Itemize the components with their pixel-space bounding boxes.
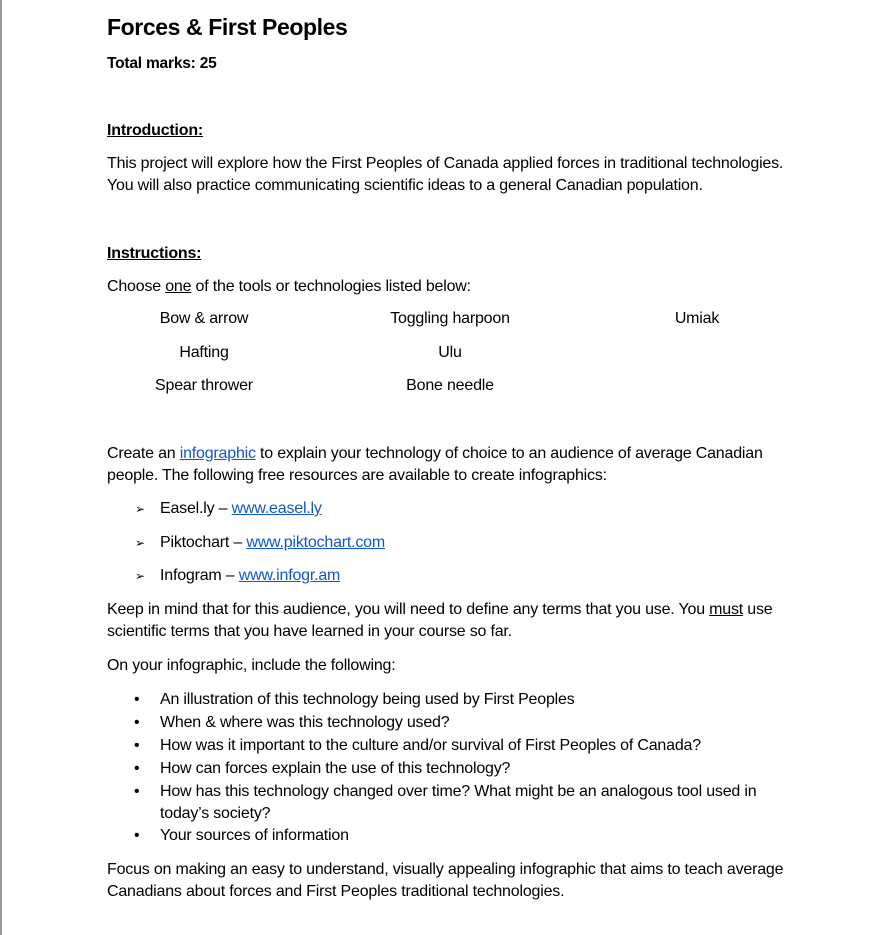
bullet-icon: • [134, 714, 140, 731]
bullet-icon: • [134, 827, 140, 844]
bullet-icon: • [134, 783, 140, 800]
list-item-text: An illustration of this technology being used by First Peoples [160, 691, 575, 708]
choose-emphasis: one [165, 278, 192, 295]
infographic-link[interactable]: infographic [179, 445, 256, 462]
arrow-bullet-icon: ➢ [135, 569, 145, 583]
bullet-icon: • [134, 737, 140, 754]
choose-instruction [107, 276, 807, 298]
tool-hafting: Hafting [179, 344, 229, 361]
introduction-text: This project will explore how the First Peoples of Canada applied forces in traditional technologies. You will also practice communicating scientific ideas to a general Canadian population. [107, 155, 784, 194]
keep-prefix: Keep in mind that for this audience, you will need to define any terms that you use. You [107, 601, 710, 618]
list-item-text: When & where was this technology used? [160, 714, 450, 731]
resource-name: Piktochart – [160, 534, 247, 551]
keep-emphasis: must [709, 601, 744, 618]
infogram-link[interactable]: www.infogr.am [238, 567, 341, 584]
tool-umiak: Umiak [674, 310, 720, 327]
list-item-text: How can forces explain the use of this technology? [160, 760, 511, 777]
bullet-icon: • [134, 691, 140, 708]
introduction-heading: Introduction: [107, 122, 204, 139]
include-intro: On your infographic, include the following: [107, 657, 396, 674]
resource-name: Easel.ly – [160, 500, 232, 517]
instructions-heading: Instructions: [107, 245, 202, 262]
page-title: Forces & First Peoples [107, 14, 348, 40]
choose-suffix: of the tools or technologies listed below: [191, 278, 471, 295]
tool-bow-arrow: Bow & arrow [159, 310, 249, 327]
resource-name: Infogram – [160, 567, 239, 584]
create-suffix: to explain your technology of choice to an audience of average Canadian people. The following free resources are available to create infographics: [107, 445, 763, 484]
tool-spear-thrower: Spear thrower [155, 377, 253, 394]
create-instruction [107, 443, 807, 487]
list-item-text: How has this technology changed over time? What might be an analogous tool used in today’s society? [160, 783, 757, 822]
choose-prefix: Choose [107, 278, 166, 295]
create-prefix: Create an [107, 445, 180, 462]
keep-in-mind-text [107, 599, 807, 643]
list-item-text: Your sources of information [160, 827, 349, 844]
arrow-bullet-icon: ➢ [135, 502, 145, 516]
bullet-icon: • [134, 760, 140, 777]
keep-suffix: use scientific terms that you have learned in your course so far. [107, 601, 773, 640]
focus-text: Focus on making an easy to understand, visually appealing infographic that aims to teach average Canadians about forces and First Peoples traditional technologies. [107, 861, 784, 900]
piktochart-link[interactable]: www.piktochart.com [246, 534, 386, 551]
easelly-link[interactable]: www.easel.ly [231, 500, 322, 517]
arrow-bullet-icon: ➢ [135, 536, 145, 550]
tool-toggling-harpoon: Toggling harpoon [390, 310, 510, 327]
list-item-text: How was it important to the culture and/or survival of First Peoples of Canada? [160, 737, 701, 754]
total-marks: Total marks: 25 [107, 55, 217, 72]
page-border [0, 0, 2, 935]
tool-bone-needle: Bone needle [406, 377, 494, 394]
tool-ulu: Ulu [438, 344, 462, 361]
